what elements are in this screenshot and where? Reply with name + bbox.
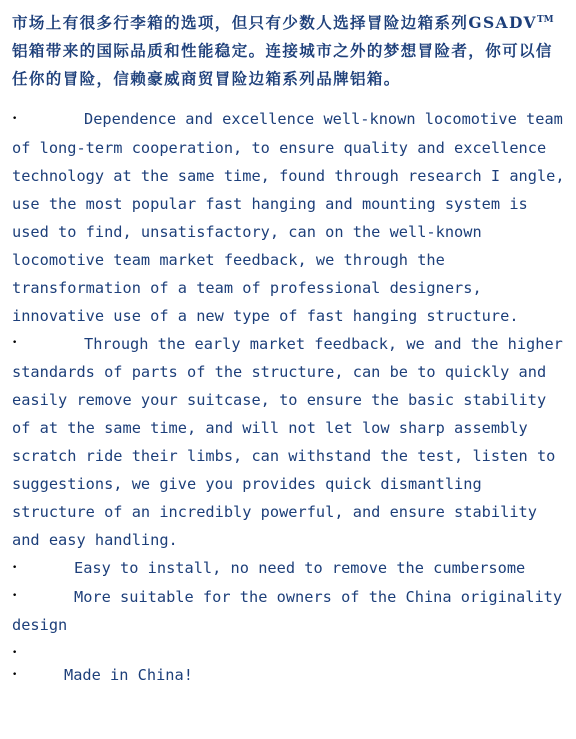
brand-name: GSADV xyxy=(468,13,537,33)
list-item-text: More suitable for the owners of the China originality design xyxy=(12,587,563,635)
trademark-symbol: TM xyxy=(536,15,554,25)
intro-text-part-2: 铝箱带来的国际品质和性能稳定。连接城市之外的梦想冒险者，你可以信任你的冒险，信赖豪威商贸冒险边箱系列品牌铝箱。 xyxy=(12,41,553,89)
list-item-empty: • xyxy=(12,647,18,658)
list-item-text: Made in China! xyxy=(64,666,193,685)
list-item-text: Dependence and excellence well-known locomotive team of long-term cooperation, to ensure quality and excellence technology at the same time, found through research I angle, use the most popular fast hanging and mounting system is used to find, unsatisfactory, can on the well-known locomotive team market feedback, we through the transformation of a team of professional designers, innovative use of a new type of fast hanging structure. xyxy=(12,110,565,325)
list-item: • More suitable for the owners of the China originality design xyxy=(12,587,563,635)
intro-text-part-1: 市场上有很多行李箱的选项，但只有少数人选择冒险边箱系列 xyxy=(12,13,469,33)
list-item-text: Through the early market feedback, we and the higher standards of parts of the structure, can be to quickly and easily remove your suitcase, to ensure the basic stability of at the same time, and will not let low sharp assembly scratch ride their limbs, can withstand the test, listen to suggestions, we give you provides quick dismantling structure of an incredibly powerful, and ensure stability and easy handling. xyxy=(12,334,563,550)
list-item: • Through the early market feedback, we and the higher standards of parts of the structure, can be to quickly and easily remove your suitcase, to ensure the basic stability of at the same time, and will not let low sharp assembly scratch ride their limbs, can withstand the test, listen to suggestions, we give you provides quick dismantling structure of an incredibly powerful, and ensure stability and easy handling. xyxy=(12,334,563,550)
intro-paragraph-chinese xyxy=(12,6,568,93)
feature-list xyxy=(12,105,568,690)
list-item: • Dependence and excellence well-known locomotive team of long-term cooperation, to ensure quality and excellence technology at the same time, found through research I angle, use the most popular fast hanging and mounting system is used to find, unsatisfactory, can on the well-known locomotive team market feedback, we through the transformation of a team of professional designers, innovative use of a new type of fast hanging structure. xyxy=(12,110,565,325)
list-item: • Made in China! xyxy=(12,666,193,685)
list-item: • Easy to install, no need to remove the cumbersome xyxy=(12,559,526,578)
list-item-text: Easy to install, no need to remove the cumbersome xyxy=(74,559,526,578)
